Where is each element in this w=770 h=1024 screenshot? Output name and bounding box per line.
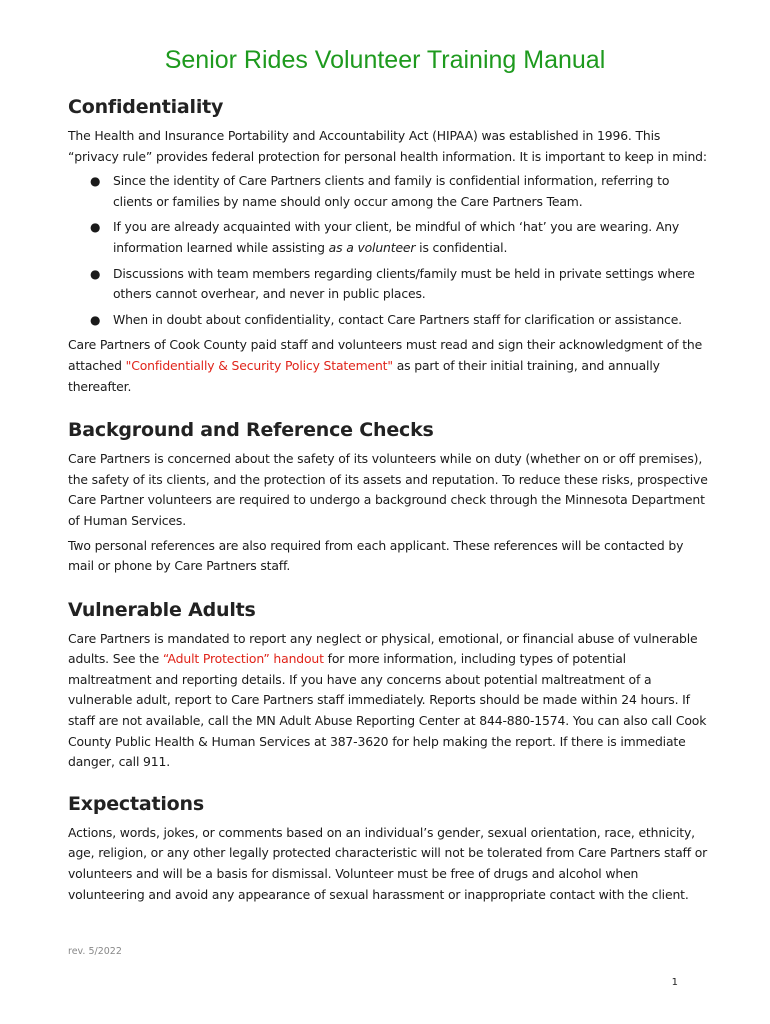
vulnerable-para: Care Partners is mandated to report any neglect or physical, emotional, or financial abuse of vulnerable adults. See the “Adult Protection” handout for more information, including types of potential maltreatment and reporting details. If you have any concerns about potential maltreatment of a vulnerable adult, report to Care Partners staff immediately. Reports should be made within 24 hours. If staff are not available, call the MN Adult Abuse Reporting Center at 844-880-1574. You can also call Cook County Public Health & Human Services at 387-3620 for help making the report. If there is immediate danger, call 911. <box>68 630 707 770</box>
document-body <box>68 96 708 909</box>
bullet-icon: ● <box>90 174 101 189</box>
list-item: ● Since the identity of Care Partners clients and family is confidential information, referring to clients or families by name should only occur among the Care Partners Team. <box>90 173 670 209</box>
policy-statement-link[interactable]: "Confidentially & Security Policy Statement" <box>125 357 393 373</box>
adult-protection-link[interactable]: “Adult Protection” handout <box>162 651 324 667</box>
heading-expectations: Expectations <box>68 792 204 815</box>
bullet-icon: ● <box>90 266 101 281</box>
section-vulnerable-adults <box>68 599 708 773</box>
heading-confidentiality: Confidentiality <box>68 96 224 118</box>
background-para-2: Two personal references are also required from each applicant. These references will be contacted by mail or phone by Care Partners staff. <box>68 537 684 574</box>
heading-vulnerable-adults: Vulnerable Adults <box>68 598 256 621</box>
section-expectations <box>68 793 708 905</box>
revision-note: rev. 5/2022 <box>68 946 122 957</box>
list-item: ● When in doubt about confidentiality, contact Care Partners staff for clarification or assistance. <box>68 310 708 331</box>
page-title: Senior Rides Volunteer Training Manual <box>164 46 606 74</box>
section-confidentiality <box>68 96 708 397</box>
confidentiality-closing: Care Partners of Cook County paid staff and volunteers must read and sign their acknowledgment of the attached "Confidentially & Security Policy Statement" as part of their initial training, and annually thereafter. <box>68 337 703 394</box>
heading-background: Background and Reference Checks <box>68 419 434 442</box>
background-para-1: Care Partners is concerned about the safety of its volunteers while on duty (whether on or off premises), the safety of its clients, and the protection of its assets and reputation. To reduce these risks, prospective Care Partner volunteers are required to undergo a background check through the Minnesota Department of Human Services. <box>68 451 708 528</box>
list-item: ● Discussions with team members regarding clients/family must be held in private settings where others cannot overhear, and never in public places. <box>90 265 695 302</box>
bullet-icon: ● <box>90 312 101 327</box>
confidentiality-list <box>68 171 708 330</box>
bullet-icon: ● <box>90 220 101 235</box>
list-item: ● If you are already acquainted with your client, be mindful of which ‘hat’ you are wearing. Any information learned while assisting as a volunteer is confidential. <box>90 219 680 255</box>
section-background <box>68 419 708 577</box>
confidentiality-intro: The Health and Insurance Portability and Accountability Act (HIPAA) was established in 1996. This “privacy rule” provides federal protection for personal health information. It is important to keep in mind: <box>68 128 707 164</box>
page-number: 1 <box>671 977 678 988</box>
expectations-para: Actions, words, jokes, or comments based on an individual’s gender, sexual orientation, race, ethnicity, age, religion, or any other legally protected characteristic will not be tolerated from Care Partners staff or volunteers and will be a basis for dismissal. Volunteer must be free of drugs and alcohol when volunteering and avoid any appearance of sexual harassment or inappropriate contact with the client. <box>68 824 708 902</box>
